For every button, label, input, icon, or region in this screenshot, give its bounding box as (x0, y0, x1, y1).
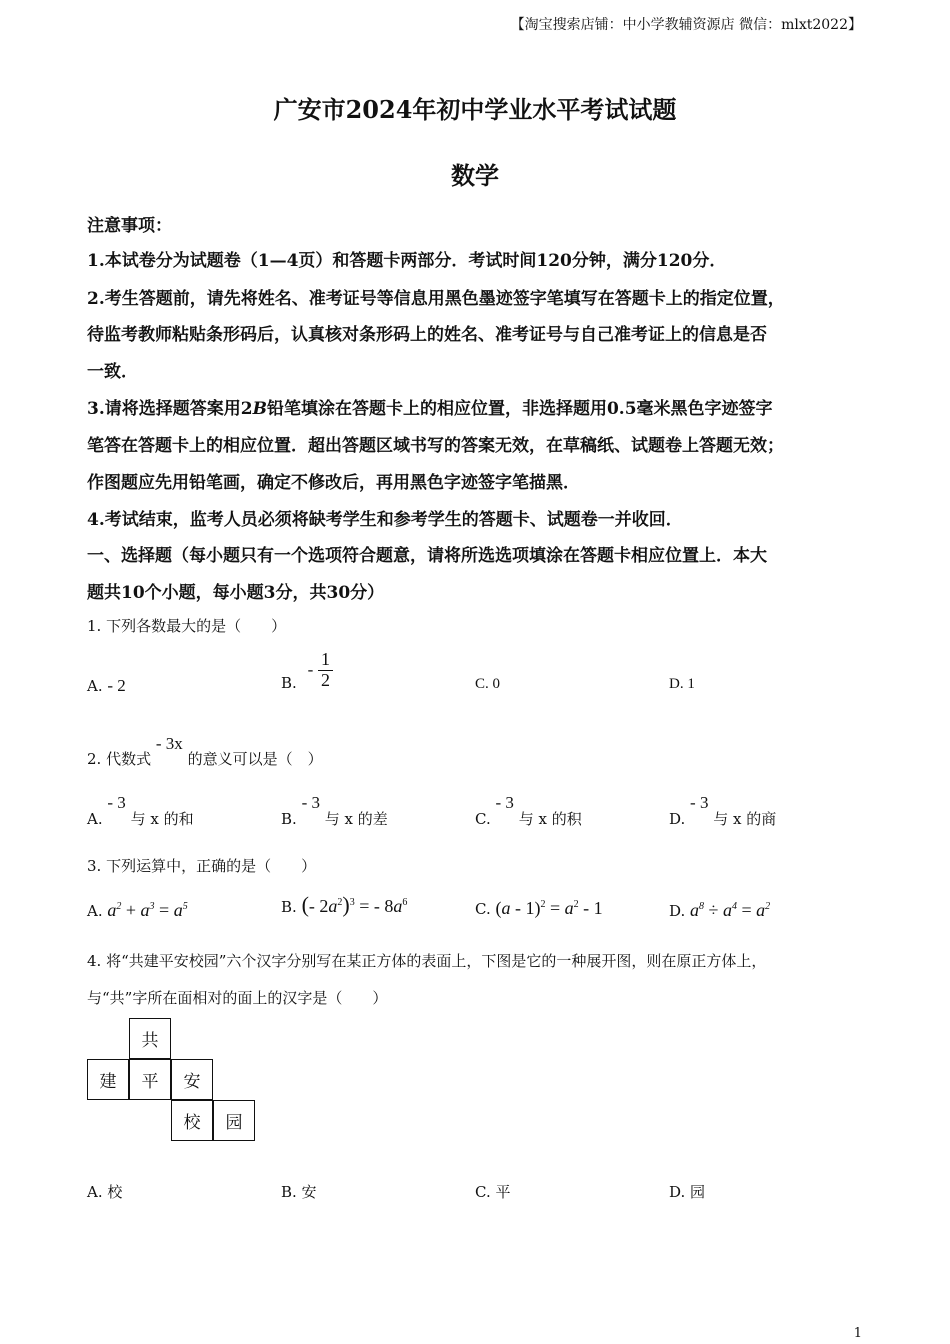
q2-b-label: B. (281, 810, 297, 828)
net-cell-gong: 共 (129, 1018, 171, 1059)
notice-line-3c: 作图题应先用铅笔画，确定不修改后，再用黑色字迹签字笔描黑． (87, 473, 580, 493)
q3-option-b (281, 892, 407, 918)
q2-option-c (475, 792, 582, 828)
exam-title: 广安市2024年初中学业水平考试试题 (273, 95, 677, 124)
q3-b-label: B. (281, 898, 297, 916)
notice-line-2c: 一致． (87, 362, 138, 382)
q1-b-fraction (318, 650, 333, 691)
notice-line-3a-b: B (252, 399, 267, 419)
notice-line-3a-pre: 3.请将选择题答案用2 (87, 399, 253, 419)
notice-line-3a (87, 394, 773, 419)
q1-option-c: C. 0 (475, 676, 501, 692)
notice-line-2a: 2.考生答题前，请先将姓名、准考证号等信息用黑色墨迹签字笔填写在答题卡上的指定位置， (87, 289, 785, 309)
q3-c-label: C. (475, 900, 491, 918)
notice-line-1: 1.本试卷分为试题卷（1—4页）和答题卡两部分．考试时间120分钟，满分120分． (87, 251, 727, 271)
q3-option-d (669, 900, 770, 921)
q3-option-a (87, 900, 188, 921)
section-heading-2: 题共10个小题，每小题3分，共30分） (87, 583, 385, 603)
q1-option-b (281, 648, 333, 692)
q3-b-formula: (- $2a^2)^3$ = - $8a^6$ (301, 892, 408, 917)
net-cell-ping: 平 (129, 1059, 171, 1100)
q1-b-numerator: 1 (318, 650, 333, 671)
q4-option-d: D. 园 (669, 1183, 706, 1201)
notice-heading: 注意事项： (87, 216, 172, 236)
q2-a-label: A. (87, 810, 103, 828)
page-number: 1 (853, 1326, 862, 1341)
q4-option-b: B. 安 (281, 1183, 317, 1201)
q1-b-denominator: 2 (321, 669, 331, 690)
q3-option-c (475, 898, 603, 919)
q2-b-text: 与 x 的差 (324, 810, 388, 828)
q2-d-label: D. (669, 810, 686, 828)
q2-stem-pre: 2. 代数式 (87, 750, 152, 768)
q2-c-label: C. (475, 810, 491, 828)
q1-b-sign: - (307, 660, 314, 679)
q1-a-label: A. (87, 677, 103, 695)
q3-stem: 3. 下列运算中，正确的是（ ） (87, 857, 317, 875)
section-heading-1: 一、选择题（每小题只有一个选项符合题意，请将所选选项填涂在答题卡相应位置上．本大 (87, 546, 767, 566)
q1-a-value: - 2 (107, 676, 126, 695)
q3-d-label: D. (669, 902, 686, 920)
q4-option-a: A. 校 (87, 1183, 123, 1201)
header-note: 【淘宝搜索店铺：中小学教辅资源店 微信：mlxt2022】 (510, 17, 862, 33)
q2-c-number: - 3 (495, 793, 514, 812)
q3-c-formula: $(a - 1)^2 = a^2 - 1$ (495, 898, 603, 918)
q2-b-number: - 3 (301, 793, 320, 812)
q2-d-text: 与 x 的商 (713, 810, 777, 828)
q3-a-formula: $a^2 + a^3 = a^5$ (107, 900, 188, 920)
q2-a-text: 与 x 的和 (130, 810, 194, 828)
q2-option-a (87, 792, 194, 828)
q1-option-d: D. 1 (669, 676, 695, 692)
net-cell-yuan: 园 (213, 1100, 255, 1141)
q2-stem-expr: - 3x (155, 734, 183, 753)
q1-stem: 1. 下列各数最大的是（ ） (87, 617, 287, 635)
q2-d-number: - 3 (690, 793, 709, 812)
notice-line-2b: 待监考教师粘贴条形码后，认真核对条形码上的姓名、准考证号与自己准考证上的信息是否 (87, 325, 767, 345)
q3-d-formula: $a^8 \div a^4 = a^2$ (690, 900, 771, 920)
net-cell-an: 安 (171, 1059, 213, 1100)
q4-stem-1: 4. 将“共建平安校园”六个汉字分别写在某正方体的表面上，下图是它的一种展开图，则在原正方体上， (87, 952, 767, 970)
q2-stem (87, 733, 323, 768)
q2-a-number: - 3 (107, 793, 126, 812)
q1-b-label: B. (281, 674, 297, 692)
net-cell-xiao: 校 (171, 1100, 213, 1141)
q4-stem-2: 与“共”字所在面相对的面上的汉字是（ ） (87, 989, 388, 1007)
q4-option-c: C. 平 (475, 1183, 511, 1201)
q2-c-text: 与 x 的积 (518, 810, 582, 828)
exam-subject: 数学 (451, 161, 499, 190)
notice-line-3b: 笔答在答题卡上的相应位置．超出答题区域书写的答案无效，在草稿纸、试题卷上答题无效； (87, 436, 784, 456)
net-cell-jian: 建 (87, 1059, 129, 1100)
q1-option-a (87, 676, 126, 696)
q2-option-d (669, 792, 777, 828)
notice-line-3a-post: 铅笔填涂在答题卡上的相应位置，非选择题用0.5毫米黑色字迹签字 (266, 399, 773, 419)
q3-a-label: A. (87, 902, 103, 920)
notice-line-4: 4.考试结束，监考人员必须将缺考学生和参考学生的答题卡、试题卷一并收回． (87, 510, 683, 530)
q2-option-b (281, 792, 388, 828)
q2-stem-post: 的意义可以是（ ） (187, 750, 323, 768)
